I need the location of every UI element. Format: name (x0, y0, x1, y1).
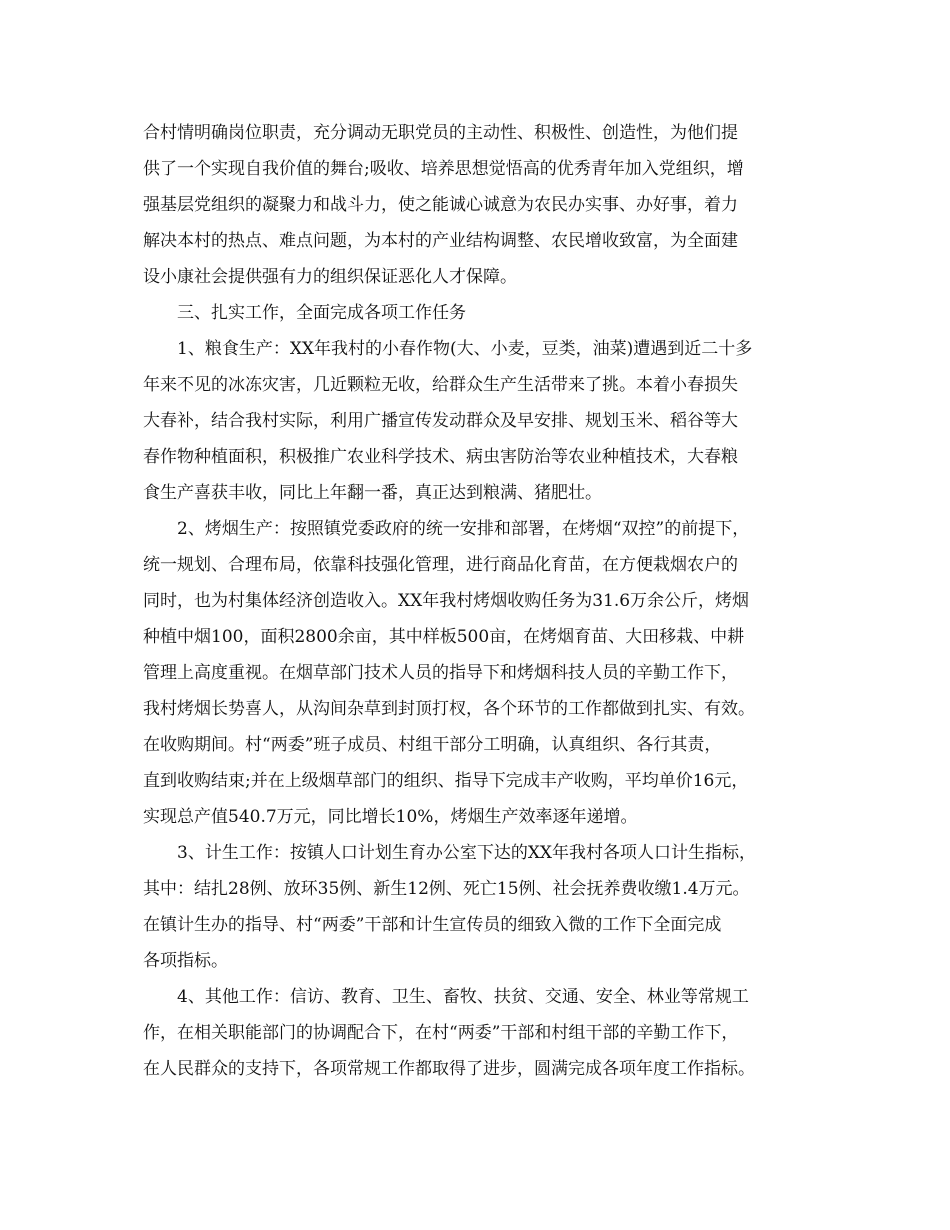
text-line: 其中：结扎28例、放环35例、新生12例、死亡15例、社会抚养费收缴1.4万元。 (143, 879, 750, 899)
text-line: 年来不见的冰冻灾害，几近颗粒无收，给群众生产生活带来了挑。本着小春损失 (143, 375, 738, 395)
section-heading: 三、扎实工作，全面完成各项工作任务 (177, 303, 466, 323)
text-line: 在人民群众的支持下，各项常规工作都取得了进步，圆满完成各项年度工作指标。 (143, 1059, 755, 1079)
text-line: 同时，也为村集体经济创造收入。XX年我村烤烟收购任务为31.6万余公斤，烤烟 (143, 591, 750, 611)
text-line: 直到收购结束;并在上级烟草部门的组织、指导下完成丰产收购，平均单价16元， (143, 771, 749, 791)
text-line: 设小康社会提供强有力的组织保证恶化人才保障。 (143, 267, 517, 287)
paragraph-start-line: 2、烤烟生产：按照镇党委政府的统一安排和部署，在烤烟“双控”的前提下， (177, 519, 750, 539)
text-line: 统一规划、合理布局，依靠科技强化管理，进行商品化育苗，在方便栽烟农户的 (143, 555, 738, 575)
text-line: 我村烤烟长势喜人，从沟间杂草到封顶打杈，各个环节的工作都做到扎实、有效。 (143, 699, 755, 719)
text-line: 供了一个实现自我价值的舞台;吸收、培养思想觉悟高的优秀青年加入党组织，增 (143, 159, 744, 179)
text-line: 解决本村的热点、难点问题，为本村的产业结构调整、农民增收致富，为全面建 (143, 231, 738, 251)
paragraph-start-line: 4、其他工作：信访、教育、卫生、畜牧、扶贫、交通、安全、林业等常规工 (177, 987, 749, 1007)
text-line: 作，在相关职能部门的协调配合下，在村“两委”干部和村组干部的辛勤工作下， (143, 1023, 739, 1043)
text-line: 强基层党组织的凝聚力和战斗力，使之能诚心诚意为农民办实事、办好事，着力 (143, 195, 738, 215)
document-body (143, 115, 823, 1087)
text-line: 大春补，结合我村实际，利用广播宣传发动群众及早安排、规划玉米、稻谷等大 (143, 411, 738, 431)
text-line: 种植中烟100，面积2800余亩，其中样板500亩，在烤烟育苗、大田移栽、中耕 (143, 627, 745, 647)
text-line: 在收购期间。村“两委”班子成员、村组干部分工明确，认真组织、各行其责， (143, 735, 722, 755)
text-line: 各项指标。 (143, 951, 228, 971)
text-line: 合村情明确岗位职责，充分调动无职党员的主动性、积极性、创造性，为他们提 (143, 123, 738, 143)
text-line: 管理上高度重视。在烟草部门技术人员的指导下和烤烟科技人员的辛勤工作下， (143, 663, 738, 683)
paragraph-start-line: 3、计生工作：按镇人口计划生育办公室下达的XX年我村各项人口计生指标， (177, 843, 757, 863)
text-line: 在镇计生办的指导、村“两委”干部和计生宣传员的细致入微的工作下全面完成 (143, 915, 722, 935)
paragraph-start-line: 1、粮食生产：XX年我村的小春作物(大、小麦，豆类，油菜)遭遇到近二十多 (177, 339, 753, 359)
text-line: 食生产喜获丰收，同比上年翻一番，真正达到粮满、猪肥壮。 (143, 483, 602, 503)
text-line: 实现总产值540.7万元，同比增长10%，烤烟生产效率逐年递增。 (143, 807, 638, 827)
text-line: 春作物种植面积，积极推广农业科学技术、病虫害防治等农业种植技术，大春粮 (143, 447, 738, 467)
